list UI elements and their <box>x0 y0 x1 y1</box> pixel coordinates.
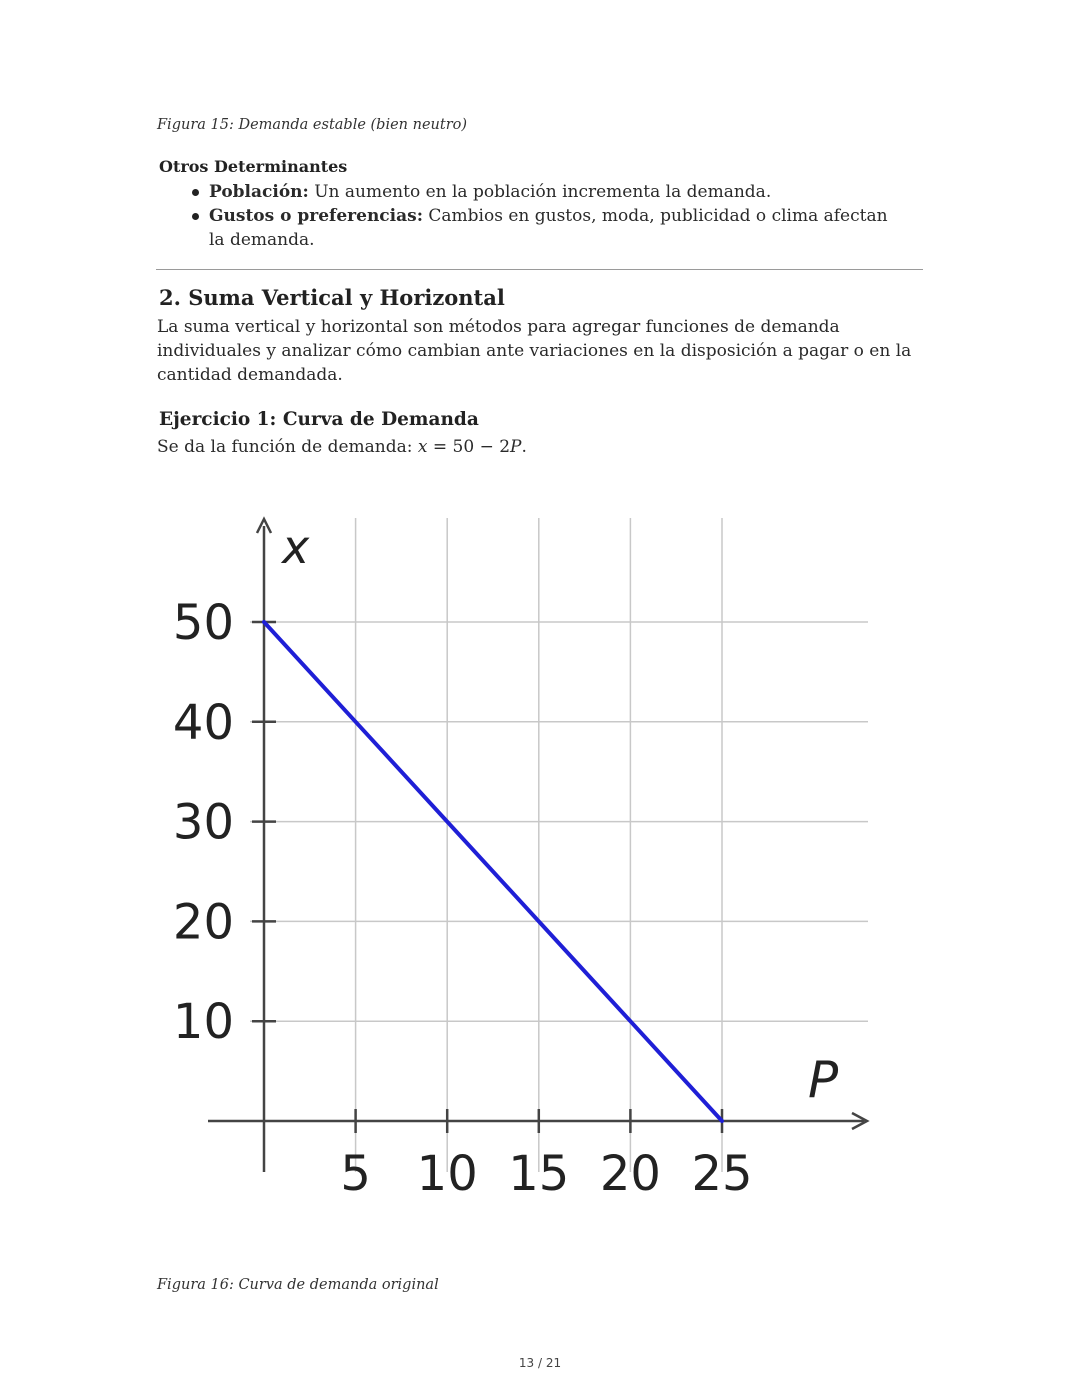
page-number: 13 / 21 <box>518 1356 562 1370</box>
y-tick-label: 50 <box>172 595 234 651</box>
y-axis-label: x <box>282 520 310 574</box>
x-axis-label: P <box>808 1051 839 1109</box>
exercise-heading: Ejercicio 1: Curva de Demanda <box>159 409 479 430</box>
list-item-term: Población: <box>209 182 309 202</box>
chart-axes <box>208 519 867 1172</box>
list-item-term: Gustos o preferencias: <box>209 206 423 226</box>
y-tick-label: 20 <box>172 894 234 951</box>
y-tick-label: 10 <box>172 994 234 1051</box>
list-item-text: Un aumento en la población incrementa la demanda. <box>308 182 772 202</box>
section-heading: 2. Suma Vertical y Horizontal <box>159 285 505 310</box>
formula-end: . <box>521 437 527 457</box>
demand-line <box>264 622 722 1121</box>
x-tick-label: 25 <box>691 1146 753 1202</box>
x-tick-label: 10 <box>416 1146 478 1202</box>
list-item-text: Cambios en gustos, moda, publicidad o clima afectan la demanda. <box>209 206 888 250</box>
figure-16-caption: Figura 16: Curva de demanda original <box>157 1277 439 1293</box>
formula-var: P <box>510 437 522 457</box>
figure-15-caption: Figura 15: Demanda estable (bien neutro) <box>157 117 468 133</box>
x-tick-label: 5 <box>340 1146 371 1202</box>
y-tick-label: 30 <box>172 794 234 851</box>
chart-grid <box>250 518 868 1172</box>
formula-eq: = 50 − 2 <box>427 437 511 457</box>
y-tick-label: 40 <box>172 694 234 751</box>
otros-determinantes-heading: Otros Determinantes <box>159 157 348 176</box>
x-tick-label: 15 <box>508 1146 570 1202</box>
chart-series <box>264 622 722 1121</box>
exercise-lead-text: Se da la función de demanda: <box>157 437 418 457</box>
formula-lhs: x <box>417 437 428 457</box>
section-paragraph: La suma vertical y horizontal son métodos para agregar funciones de demanda individuales y analizar cómo cambian ante variaciones en la disposición a pagar o en la cantidad demandada. <box>157 317 912 385</box>
x-tick-label: 20 <box>599 1146 661 1202</box>
